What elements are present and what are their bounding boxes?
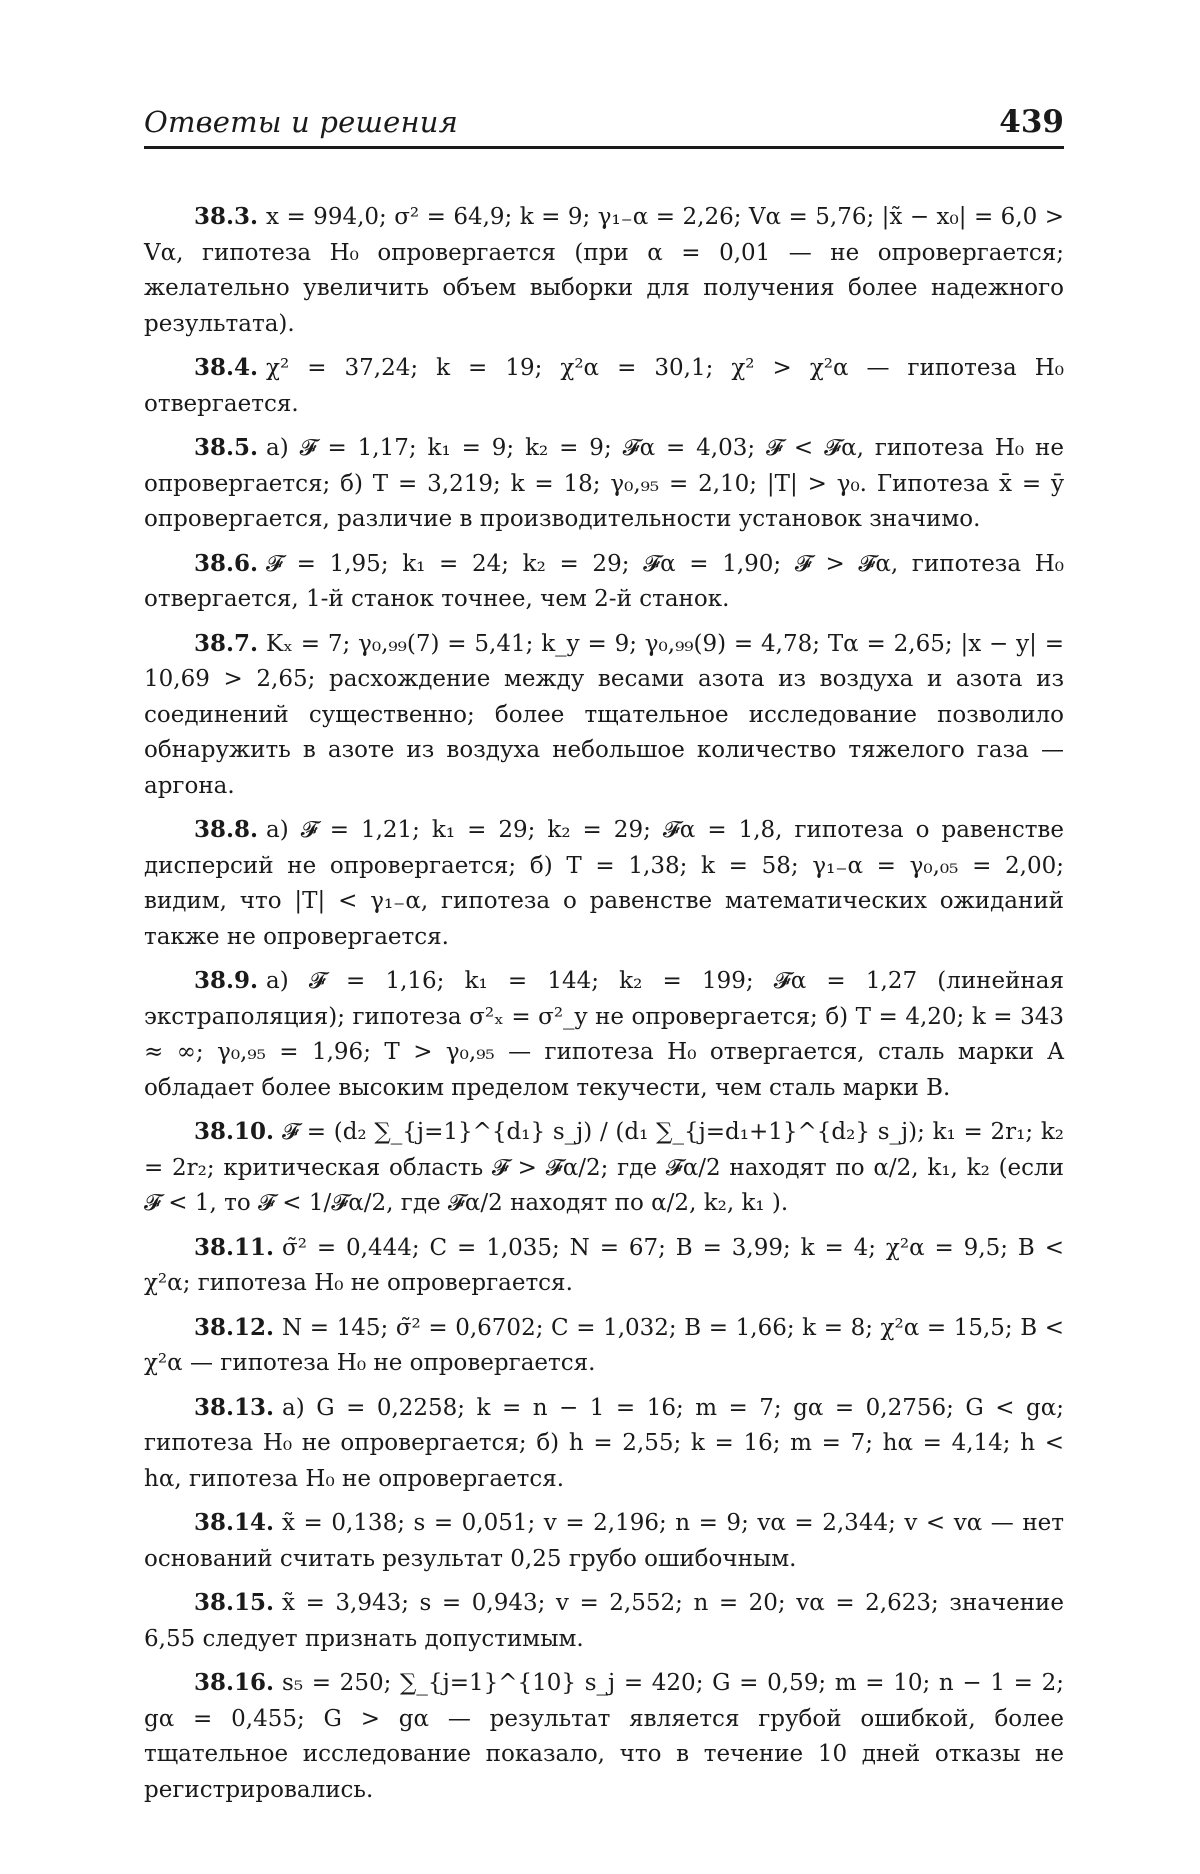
page-number: 439 [999,104,1064,140]
answer-38-12 [144,1310,1064,1382]
answer-number: 38.10. [194,1118,275,1145]
answer-38-13 [144,1390,1064,1498]
answer-text: а) 𝓕 = 1,17; k₁ = 9; k₂ = 9; 𝓕α = 4,03; 𝓕 < 𝓕α, гипотеза H₀ не опровергается; б) T = 3,219; k = 18; γ₀,₉₅ = 2,10; |T| > γ₀. Гипотеза x̄ = ȳ опровергается, различие в производительности установок значимо. [144,435,1064,532]
answer-38-3 [144,199,1064,342]
answer-text: s₅ = 250; ∑_{j=1}^{10} s_j = 420; G = 0,59; m = 10; n − 1 = 2; gα = 0,455; G > gα — результат является грубой ошибкой, более тщательное исследование показало, что в течение 10 дней отказы не регистрировались. [144,1670,1064,1803]
answer-text: x = 994,0; σ² = 64,9; k = 9; γ₁₋α = 2,26; Vα = 5,76; |x̃ − x₀| = 6,0 > Vα, гипотеза H₀ опровергается (при α = 0,01 — не опровергается; желательно увеличить объем выборки для получения более надежного результата). [144,204,1064,337]
answer-text: а) G = 0,2258; k = n − 1 = 16; m = 7; gα = 0,2756; G < gα; гипотеза H₀ не опровергается; б) h = 2,55; k = 16; m = 7; hα = 4,14; h < hα, гипотеза H₀ не опровергается. [144,1394,1064,1492]
answer-text: σ̃² = 0,444; C = 1,035; N = 67; B = 3,99; k = 4; χ²α = 9,5; B < χ²α; гипотеза H₀ не опровергается. [144,1234,1064,1296]
answer-38-11 [144,1230,1064,1302]
answer-number: 38.9. [194,967,259,994]
answer-number: 38.14. [194,1509,275,1536]
answer-number: 38.13. [194,1393,275,1421]
answer-number: 38.3. [194,203,259,230]
answer-text: Kₓ = 7; γ₀,₉₉(7) = 5,41; k_y = 9; γ₀,₉₉(9) = 4,78; Tα = 2,65; |x − y| = 10,69 > 2,65; расхождение между весами азота из воздуха и азота из соединений существенно; более тщательное исследование позволило обнаружить в азоте из воздуха небольшое количество тяжелого газа — аргона. [144,630,1064,799]
running-head [144,104,1064,149]
answer-number: 38.5. [194,434,259,461]
answer-38-5 [144,430,1064,538]
answer-number: 38.4. [194,354,259,381]
answer-number: 38.11. [194,1233,275,1261]
answer-text: а) 𝓕 = 1,16; k₁ = 144; k₂ = 199; 𝓕α = 1,27 (линейная экстраполяция); гипотеза σ²ₓ = σ²_y не опровергается; б) T = 4,20; k = 343 ≈ ∞; γ₀,₉₅ = 1,96; T > γ₀,₉₅ — гипотеза H₀ отвергается, сталь марки A обладает более высоким пределом текучести, чем сталь марки B. [144,968,1064,1101]
answer-number: 38.7. [194,629,259,657]
answer-38-7 [144,626,1064,805]
answer-text: 𝓕 = 1,95; k₁ = 24; k₂ = 29; 𝓕α = 1,90; 𝓕 > 𝓕α, гипотеза H₀ отвергается, 1-й станок точнее, чем 2-й станок. [144,550,1064,612]
answer-38-9 [144,963,1064,1106]
answer-38-15 [144,1585,1064,1657]
answer-38-4 [144,350,1064,422]
answer-number: 38.6. [194,549,259,577]
answer-text: x̃ = 3,943; s = 0,943; v = 2,552; n = 20; vα = 2,623; значение 6,55 следует признать допустимым. [144,1590,1064,1652]
answer-text: 𝓕 = (d₂ ∑_{j=1}^{d₁} s_j) / (d₁ ∑_{j=d₁+1}^{d₂} s_j); k₁ = 2r₁; k₂ = 2r₂; критическая область 𝓕 > 𝓕α/2; где 𝓕α/2 находят по α/2, k₁, k₂ (если 𝓕 < 1, то 𝓕 < 1/𝓕α/2, где 𝓕α/2 находят по α/2, k₂, k₁ ). [144,1119,1064,1216]
answer-text: N = 145; σ̃² = 0,6702; C = 1,032; B = 1,66; k = 8; χ²α = 15,5; B < χ²α — гипотеза H₀ не опровергается. [144,1314,1064,1376]
answer-38-6 [144,546,1064,618]
answer-number: 38.8. [194,816,259,843]
answer-text: x̃ = 0,138; s = 0,051; v = 2,196; n = 9; vα = 2,344; v < vα — нет оснований считать результат 0,25 грубо ошибочным. [144,1510,1064,1572]
answer-38-8 [144,812,1064,955]
answer-number: 38.12. [194,1313,275,1341]
answer-38-10 [144,1114,1064,1222]
answers-list [144,199,1064,1808]
answer-number: 38.16. [194,1669,275,1696]
answer-38-16 [144,1665,1064,1808]
answer-text: а) 𝓕 = 1,21; k₁ = 29; k₂ = 29; 𝓕α = 1,8, гипотеза о равенстве дисперсий не опровергается; б) T = 1,38; k = 58; γ₁₋α = γ₀,₀₅ = 2,00; видим, что |T| < γ₁₋α, гипотеза о равенстве математических ожиданий также не опровергается. [144,817,1064,950]
answer-text: χ² = 37,24; k = 19; χ²α = 30,1; χ² > χ²α — гипотеза H₀ отвергается. [144,355,1064,417]
running-title: Ответы и решения [144,105,459,139]
answer-38-14 [144,1505,1064,1577]
page [144,104,1064,1816]
answer-number: 38.15. [194,1589,275,1616]
